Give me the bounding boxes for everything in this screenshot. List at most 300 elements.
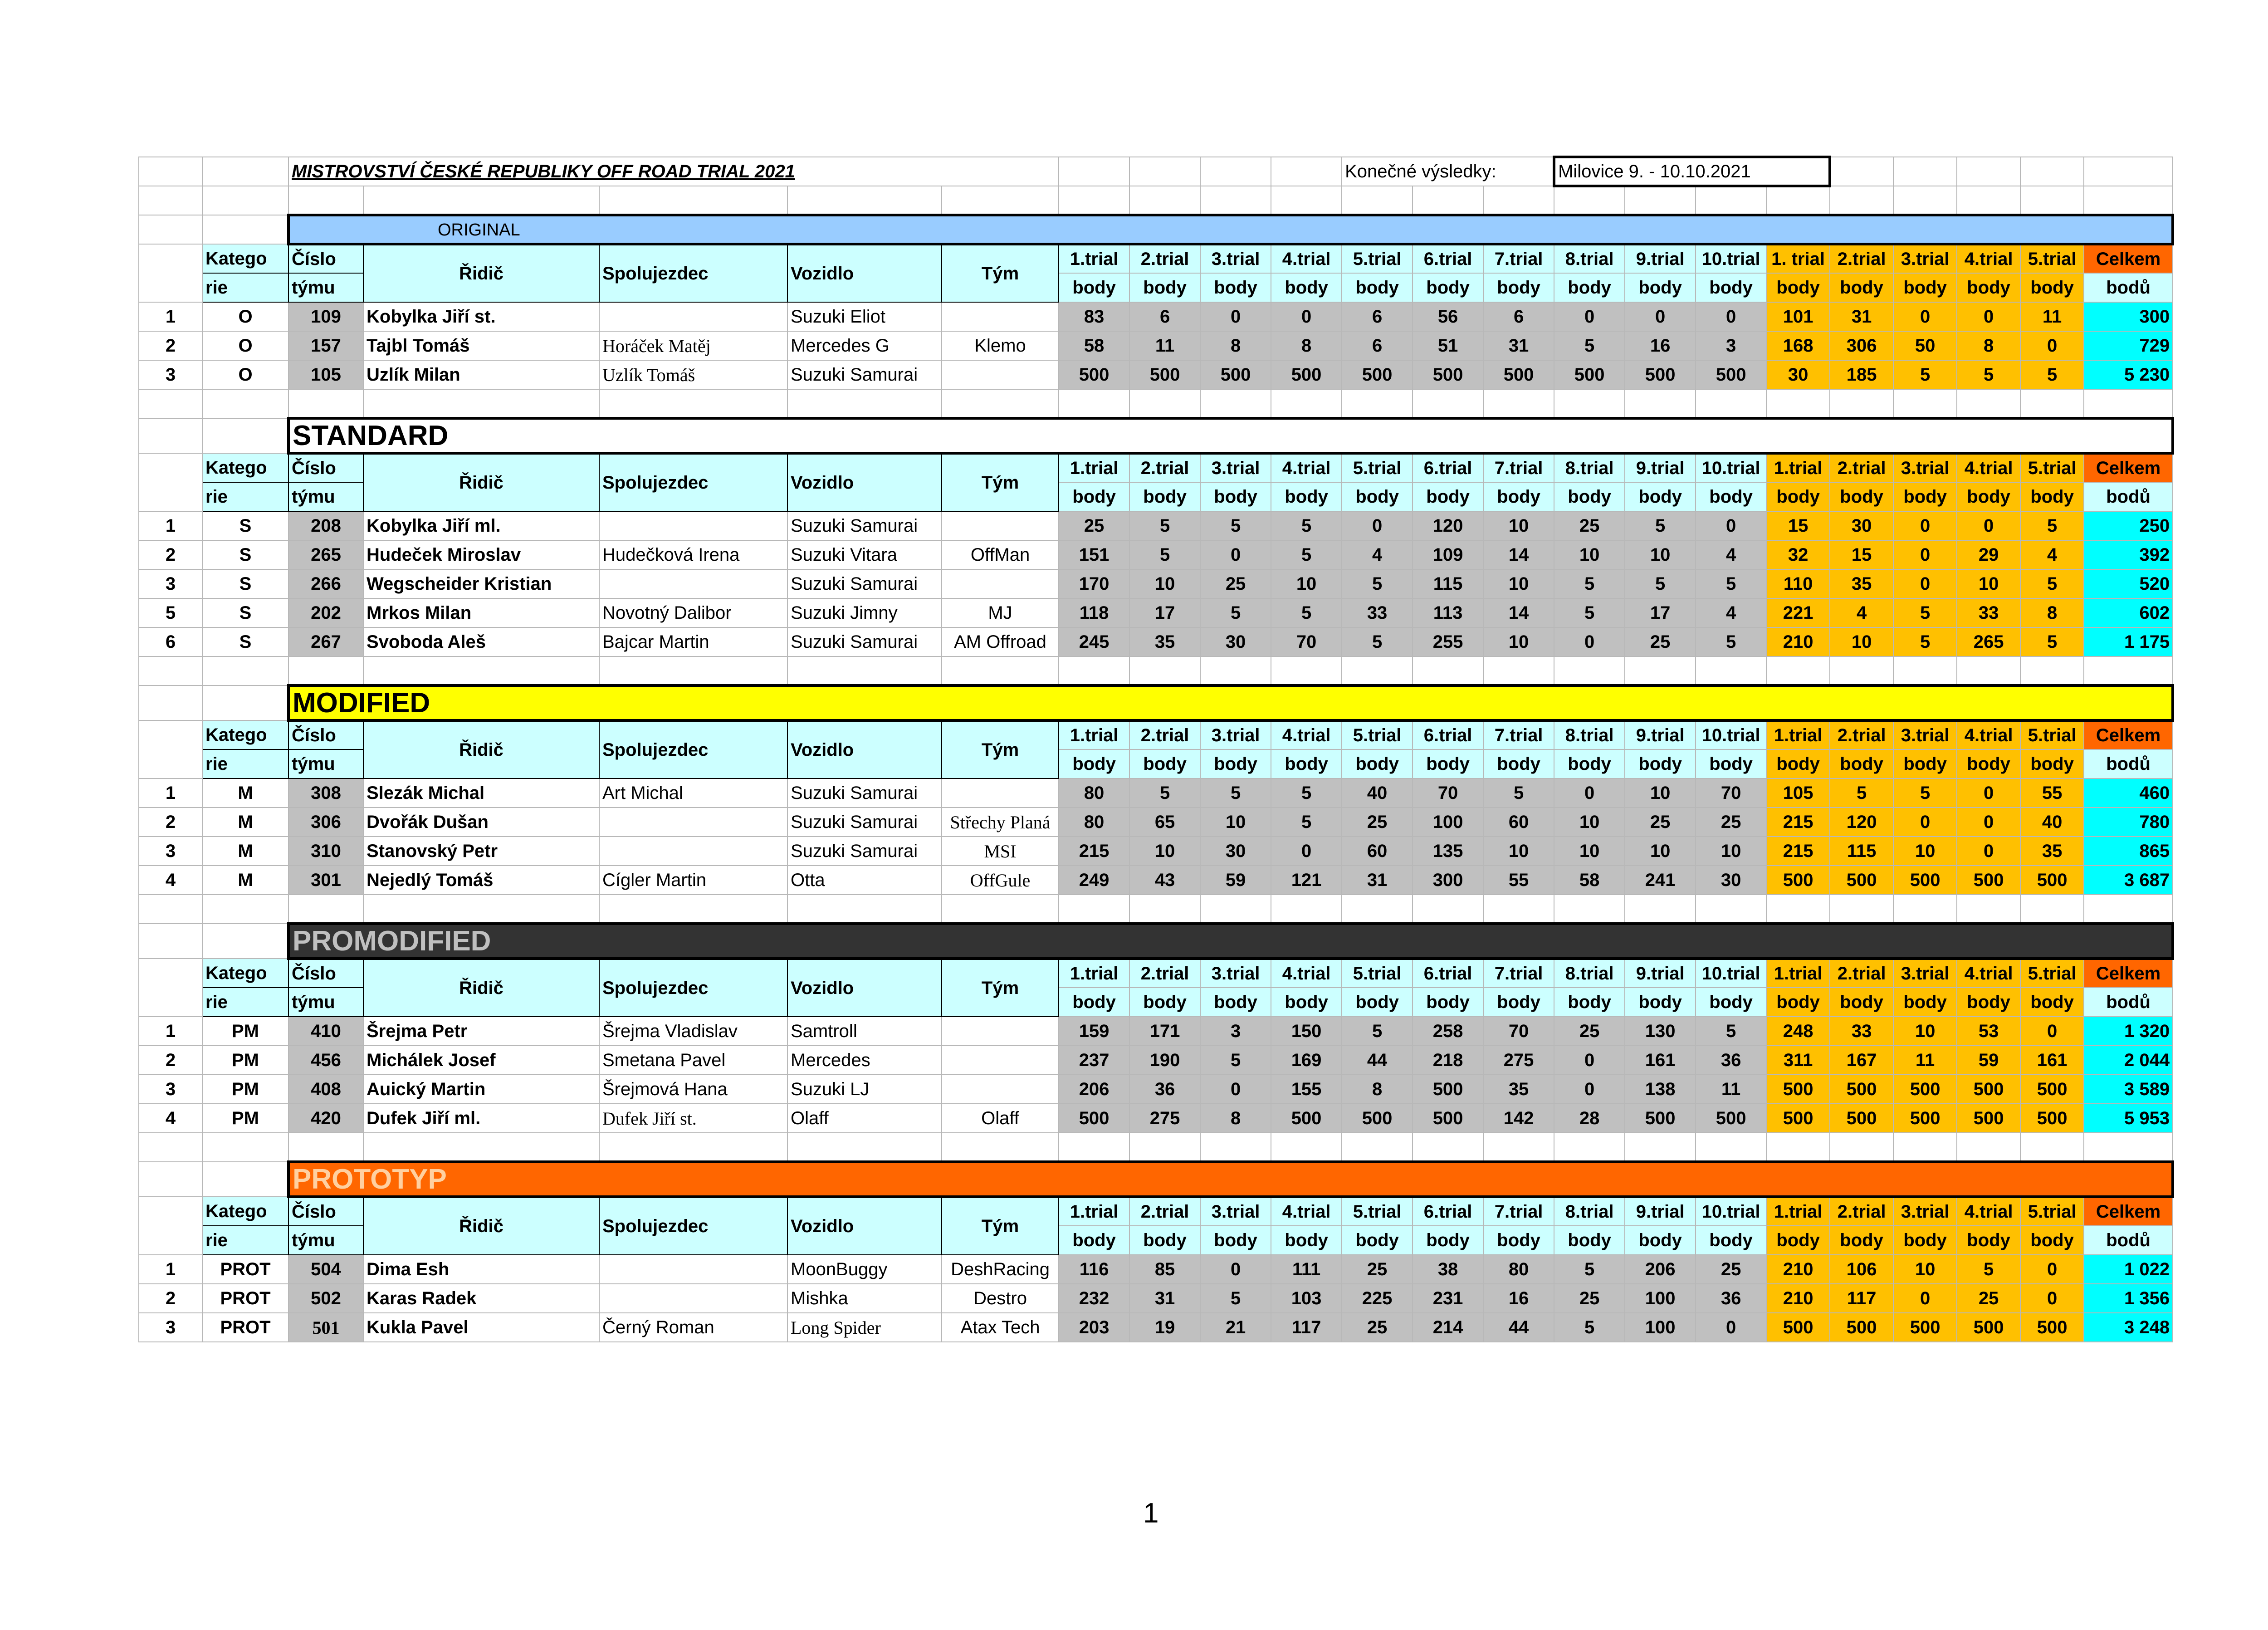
col-trial-9: 9.trial [1625,720,1696,749]
trial-score: 115 [1413,569,1483,598]
bonus-score: 10 [1893,837,1957,866]
empty-cell [787,186,942,215]
bonus-score: 5 [1893,778,1957,808]
empty-cell [599,895,787,924]
bonus-score: 30 [1766,360,1830,389]
col-trial-7: 7.trial [1483,959,1554,988]
empty-cell [139,215,202,244]
trial-score: 6 [1342,302,1413,331]
empty-cell [1483,656,1554,685]
trial-score: 30 [1696,866,1766,895]
empty-cell [139,453,202,511]
col-trial-9: 9.trial [1625,453,1696,482]
total-score: 5 953 [2084,1104,2173,1133]
trial-score: 25 [1342,1313,1413,1342]
col-trial-3: 3.trial [1200,720,1271,749]
rank: 3 [139,1313,202,1342]
driver-name: Mrkos Milan [363,598,599,627]
col-category-b: rie [202,1226,288,1255]
col-total: Celkem [2084,453,2173,482]
col-trial-10: 10.trial [1696,1197,1766,1226]
trial-score: 241 [1625,866,1696,895]
bonus-score: 8 [1957,331,2020,360]
col-bonus-body: body [2020,482,2084,511]
empty-cell [942,895,1059,924]
trial-score: 0 [1200,540,1271,569]
col-body: body [1413,988,1483,1017]
empty-cell [942,186,1059,215]
empty-cell [1059,1133,1129,1162]
bonus-score: 15 [1830,540,1893,569]
trial-score: 21 [1200,1313,1271,1342]
trial-score: 116 [1059,1255,1129,1284]
trial-score: 4 [1696,540,1766,569]
trial-score: 17 [1625,598,1696,627]
col-trial-4: 4.trial [1271,453,1342,482]
bonus-score: 117 [1830,1284,1893,1313]
col-bonus-trial-2: 2.trial [1830,959,1893,988]
trial-score: 16 [1483,1284,1554,1313]
empty-cell [1554,895,1625,924]
trial-score: 25 [1625,808,1696,837]
col-body: body [1413,482,1483,511]
col-codriver: Spolujezdec [599,720,787,778]
trial-score: 5 [1271,808,1342,837]
codriver-name [599,511,787,540]
trial-score: 56 [1413,302,1483,331]
driver-name: Svoboda Aleš [363,627,599,656]
bonus-score: 500 [1957,1075,2020,1104]
total-score: 3 589 [2084,1075,2173,1104]
trial-score: 237 [1059,1046,1129,1075]
trial-score: 103 [1271,1284,1342,1313]
page-title: MISTROVSTVÍ ČESKÉ REPUBLIKY OFF ROAD TRIAL 2021 [288,157,1059,186]
col-bonus-trial-2: 2.trial [1830,720,1893,749]
col-trial-3: 3.trial [1200,453,1271,482]
trial-score: 10 [1483,511,1554,540]
trial-score: 31 [1483,331,1554,360]
col-body: body [1129,273,1200,302]
empty-cell [1129,656,1200,685]
total-score: 3 687 [2084,866,2173,895]
trial-score: 10 [1625,778,1696,808]
rank: 3 [139,837,202,866]
trial-score: 25 [1342,1255,1413,1284]
team-number: 456 [288,1046,363,1075]
col-trial-10: 10.trial [1696,453,1766,482]
table-row [139,598,2173,627]
table-row [139,360,2173,389]
empty-cell [1413,389,1483,418]
col-team: Tým [942,244,1059,302]
empty-cell [2020,656,2084,685]
empty-cell [2084,157,2173,186]
section-title: ORIGINAL [438,220,520,240]
col-body: body [1413,749,1483,778]
empty-cell [139,418,202,453]
trial-score: 30 [1200,837,1271,866]
trial-score: 8 [1342,1075,1413,1104]
empty-cell [288,1133,363,1162]
trial-score: 60 [1342,837,1413,866]
col-body: body [1696,988,1766,1017]
bonus-score: 500 [1830,1075,1893,1104]
empty-cell [787,895,942,924]
trial-score: 5 [1696,569,1766,598]
col-body: body [1200,273,1271,302]
rank: 6 [139,627,202,656]
trial-score: 5 [1271,540,1342,569]
trial-score: 25 [1625,627,1696,656]
empty-cell [1483,389,1554,418]
col-trial-2: 2.trial [1129,1197,1200,1226]
section-title: PROMODIFIED [293,925,491,957]
codriver-name: Art Michal [599,778,787,808]
trial-score: 5 [1554,598,1625,627]
empty-cell [787,1133,942,1162]
empty-cell [1830,895,1893,924]
col-bonus-body: body [1830,749,1893,778]
trial-score: 10 [1554,837,1625,866]
category: O [202,360,288,389]
bonus-score: 31 [1830,302,1893,331]
trial-score: 0 [1696,302,1766,331]
section-title: STANDARD [293,420,449,451]
empty-cell [1413,186,1483,215]
bonus-score: 53 [1957,1017,2020,1046]
codriver-name: Šrejmová Hana [599,1075,787,1104]
col-body: body [1625,273,1696,302]
bonus-score: 50 [1893,331,1957,360]
trial-score: 5 [1271,511,1342,540]
empty-cell [139,720,202,778]
col-body: body [1129,482,1200,511]
trial-score: 0 [1554,627,1625,656]
trial-score: 500 [1129,360,1200,389]
codriver-name [599,837,787,866]
team-name: Střechy Planá [942,808,1059,837]
col-trial-6: 6.trial [1413,720,1483,749]
driver-name: Slezák Michal [363,778,599,808]
empty-cell [202,924,288,959]
vehicle-name: Suzuki LJ [787,1075,942,1104]
col-number: Číslo [288,244,363,273]
col-bonus-body: body [1957,749,2020,778]
trial-score: 500 [1625,360,1696,389]
col-team: Tým [942,1197,1059,1255]
bonus-score: 5 [2020,360,2084,389]
trial-score: 31 [1342,866,1413,895]
bonus-score: 500 [1766,1313,1830,1342]
bonus-score: 25 [1957,1284,2020,1313]
col-body: body [1059,1226,1129,1255]
empty-cell [1271,1133,1342,1162]
trial-score: 0 [1696,511,1766,540]
col-trial-1: 1.trial [1059,720,1129,749]
codriver-name: Uzlík Tomáš [599,360,787,389]
empty-cell [139,186,202,215]
rank: 2 [139,808,202,837]
section-banner-prototyp [288,1162,2173,1197]
col-number-b: týmu [288,1226,363,1255]
col-trial-7: 7.trial [1483,1197,1554,1226]
bonus-score: 30 [1830,511,1893,540]
trial-score: 8 [1271,331,1342,360]
empty-cell [1766,389,1830,418]
team-name [942,1046,1059,1075]
trial-score: 25 [1554,511,1625,540]
empty-cell [1696,656,1766,685]
empty-cell [599,389,787,418]
trial-score: 33 [1342,598,1413,627]
bonus-score: 167 [1830,1046,1893,1075]
bonus-score: 500 [2020,1075,2084,1104]
trial-score: 25 [1696,808,1766,837]
trial-score: 16 [1625,331,1696,360]
trial-score: 0 [1200,1075,1271,1104]
col-category-b: rie [202,749,288,778]
empty-cell [1342,389,1413,418]
trial-score: 0 [1271,837,1342,866]
trial-score: 135 [1413,837,1483,866]
team-name: DeshRacing [942,1255,1059,1284]
empty-cell [1696,895,1766,924]
team-name: Atax Tech [942,1313,1059,1342]
col-driver: Řidič [363,959,599,1017]
col-trial-8: 8.trial [1554,453,1625,482]
empty-cell [139,685,202,720]
driver-name: Uzlík Milan [363,360,599,389]
col-codriver: Spolujezdec [599,244,787,302]
empty-cell [2084,1133,2173,1162]
trial-score: 255 [1413,627,1483,656]
empty-cell [1554,389,1625,418]
col-trial-1: 1.trial [1059,244,1129,273]
trial-score: 44 [1483,1313,1554,1342]
col-trial-9: 9.trial [1625,959,1696,988]
bonus-score: 0 [1893,808,1957,837]
bonus-score: 500 [1893,866,1957,895]
empty-cell [1059,656,1129,685]
team-name: Klemo [942,331,1059,360]
empty-cell [139,895,202,924]
team-name [942,1017,1059,1046]
col-body: body [1625,1226,1696,1255]
empty-cell [942,656,1059,685]
empty-cell [1830,186,1893,215]
col-trial-6: 6.trial [1413,453,1483,482]
empty-cell [1483,895,1554,924]
trial-score: 500 [1696,1104,1766,1133]
trial-score: 17 [1129,598,1200,627]
col-category-b: rie [202,482,288,511]
empty-cell [2084,389,2173,418]
rank: 5 [139,598,202,627]
category: S [202,598,288,627]
empty-cell [1957,1133,2020,1162]
trial-score: 5 [1200,511,1271,540]
col-trial-4: 4.trial [1271,1197,1342,1226]
empty-cell [1625,895,1696,924]
empty-cell [1766,186,1830,215]
col-vehicle: Vozidlo [787,720,942,778]
col-bonus-body: body [1893,1226,1957,1255]
col-bonus-body: body [1766,749,1830,778]
col-body: body [1129,988,1200,1017]
category: M [202,837,288,866]
bonus-score: 8 [2020,598,2084,627]
trial-score: 0 [1625,302,1696,331]
trial-score: 170 [1059,569,1129,598]
table-row [139,778,2173,808]
empty-cell [1625,656,1696,685]
trial-score: 500 [1696,360,1766,389]
empty-cell [1129,895,1200,924]
empty-cell [1271,186,1342,215]
vehicle-name: Suzuki Samurai [787,511,942,540]
rank: 1 [139,302,202,331]
empty-cell [2084,186,2173,215]
bonus-score: 10 [1957,569,2020,598]
trial-score: 19 [1129,1313,1200,1342]
bonus-score: 10 [1893,1255,1957,1284]
trial-score: 25 [1554,1017,1625,1046]
bonus-score: 32 [1766,540,1830,569]
trial-score: 3 [1696,331,1766,360]
trial-score: 215 [1059,837,1129,866]
empty-cell [787,656,942,685]
trial-score: 169 [1271,1046,1342,1075]
trial-score: 231 [1413,1284,1483,1313]
col-body: body [1200,988,1271,1017]
team-name: OffGule [942,866,1059,895]
empty-cell [202,186,288,215]
col-total-unit: bodů [2084,749,2173,778]
vehicle-name: Otta [787,866,942,895]
trial-score: 0 [1200,302,1271,331]
empty-cell [1200,895,1271,924]
empty-cell [1271,895,1342,924]
col-number: Číslo [288,453,363,482]
col-number: Číslo [288,959,363,988]
col-bonus-trial-3: 3.trial [1893,453,1957,482]
col-body: body [1483,482,1554,511]
bonus-score: 0 [1957,837,2020,866]
empty-cell [599,186,787,215]
table-row [139,302,2173,331]
trial-score: 500 [1625,1104,1696,1133]
bonus-score: 210 [1766,1284,1830,1313]
team-name: MSI [942,837,1059,866]
empty-cell [202,656,288,685]
empty-cell [363,1133,599,1162]
bonus-score: 215 [1766,837,1830,866]
col-body: body [1271,482,1342,511]
empty-cell [1957,157,2020,186]
vehicle-name: MoonBuggy [787,1255,942,1284]
empty-cell [1830,656,1893,685]
trial-score: 8 [1200,1104,1271,1133]
empty-cell [139,244,202,302]
col-body: body [1271,1226,1342,1255]
col-bonus-trial-5: 5.trial [2020,453,2084,482]
empty-cell [1893,656,1957,685]
codriver-name: Hudečková Irena [599,540,787,569]
page-number: 1 [1143,1498,1159,1529]
table-row [139,866,2173,895]
category: PM [202,1046,288,1075]
empty-cell [1059,895,1129,924]
trial-score: 5 [1696,627,1766,656]
total-score: 5 230 [2084,360,2173,389]
table-row [139,808,2173,837]
col-trial-10: 10.trial [1696,244,1766,273]
col-number-b: týmu [288,482,363,511]
col-category: Katego [202,244,288,273]
col-bonus-trial-2: 2.trial [1830,453,1893,482]
col-body: body [1059,988,1129,1017]
bonus-score: 0 [1893,1284,1957,1313]
empty-cell [1696,1133,1766,1162]
bonus-score: 500 [1957,1313,2020,1342]
table-row [139,1255,2173,1284]
empty-cell [1271,157,1342,186]
empty-cell [1696,389,1766,418]
col-vehicle: Vozidlo [787,1197,942,1255]
trial-score: 4 [1696,598,1766,627]
empty-cell [1200,389,1271,418]
col-bonus-body: body [2020,988,2084,1017]
col-total: Celkem [2084,720,2173,749]
team-name [942,302,1059,331]
bonus-score: 500 [1830,1313,1893,1342]
bonus-score: 221 [1766,598,1830,627]
trial-score: 28 [1554,1104,1625,1133]
bonus-score: 161 [2020,1046,2084,1075]
col-bonus-body: body [1830,1226,1893,1255]
trial-score: 30 [1200,627,1271,656]
col-body: body [1554,749,1625,778]
trial-score: 3 [1200,1017,1271,1046]
trial-score: 190 [1129,1046,1200,1075]
trial-score: 10 [1129,569,1200,598]
empty-cell [1893,895,1957,924]
table-row [139,331,2173,360]
team-number: 202 [288,598,363,627]
col-bonus-body: body [2020,1226,2084,1255]
trial-score: 500 [1342,1104,1413,1133]
trial-score: 58 [1059,331,1129,360]
driver-name: Dvořák Dušan [363,808,599,837]
col-trial-6: 6.trial [1413,244,1483,273]
rank: 1 [139,778,202,808]
trial-score: 130 [1625,1017,1696,1046]
trial-score: 6 [1129,302,1200,331]
empty-cell [1830,157,1893,186]
trial-score: 118 [1059,598,1129,627]
col-number-b: týmu [288,273,363,302]
col-body: body [1625,482,1696,511]
trial-score: 85 [1129,1255,1200,1284]
empty-cell [1893,1133,1957,1162]
bonus-score: 0 [1893,511,1957,540]
bonus-score: 120 [1830,808,1893,837]
total-score: 3 248 [2084,1313,2173,1342]
team-number: 266 [288,569,363,598]
col-bonus-trial-5: 5.trial [2020,244,2084,273]
trial-score: 6 [1342,331,1413,360]
bonus-score: 15 [1766,511,1830,540]
